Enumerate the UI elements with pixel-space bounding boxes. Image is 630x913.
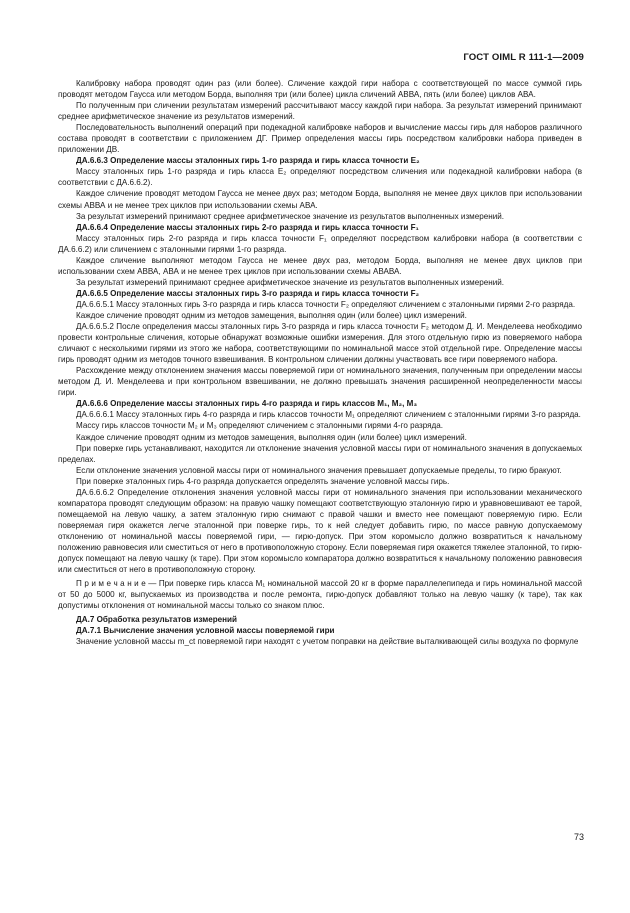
paragraph: ДА.6.6.5.1 Массу эталонных гирь 3-го разряда и гирь класса точности F₂ определяют сличением с эталонными гирями 2-го разряда. [76,299,576,309]
paragraph: Если отклонение значения условной массы гири от номинального значения превышает допускаемые пределы, то гирю бракуют. [76,465,562,475]
paragraph: ДА.6.6.6.1 Массу эталонных гирь 4-го разряда и гирь классов точности M₁ определяют сличением с эталонными гирями 3-го разряда. [76,410,581,420]
paragraph: ДА.6.6.5.2 После определения массы эталонных гирь 3-го разряда и гирь класса точности F₂ методом Д. И. Менделеева необходимо провести контрольные сличения, которые обнаружат возможные ошибки измерения. Для этого отдельную гирю из поверяемого набора сличают с несколькими гирями из этого же набора, соответствующими по номинальной массе этой отдельной гире. Определение массы гирь проводят одним из методов точного взвешивания. В контрольном сличении должны участвовать все гири поверяемого набора. [58,322,582,365]
paragraph: Массу эталонных гирь 2-го разряда и гирь класса точности F₁ определяют посредством калибровки набора (в соответствии с ДА.6.6.2) или сличением с эталонными гирями 1-го разряда. [58,233,582,254]
paragraph: Каждое сличение проводят одним из методов замещения, выполняя один (или более) цикл измерений. [76,310,467,320]
paragraph: При поверке эталонных гирь 4-го разряда допускается определять значение условной массы гирь. [76,476,450,486]
paragraph: Последовательность выполнений операций при подекадной калибровке наборов и вычисление массы гирь для наборов различного состава проводят в соответствии с приложением ДГ. Пример определения массы гирь посредством калибровки набора приведен в приложении ДВ. [58,123,582,155]
paragraph: Каждое сличение выполняют методом Гаусса не менее двух раз, методом Борда, выполняя не менее двух циклов при использовании схем АВВА, АВА и не менее трех циклов при использовании схемы АВАВА. [58,255,582,276]
paragraph: За результат измерений принимают среднее арифметическое значение из результатов выполненных измерений. [76,277,504,287]
paragraph: Значение условной массы m_ct поверяемой гири находят с учетом поправки на действие выталкивающей силы воздуха по формуле [76,637,579,647]
section-heading: ДА.6.6.3 Определение массы эталонных гирь 1-го разряда и гирь класса точности E₂ [76,156,420,166]
paragraph: Массу эталонных гирь 1-го разряда и гирь класса E₂ определяют посредством сличения или подекадной калибровки набора (в соответствии с ДА.6.6.2). [58,167,582,188]
paragraph: Калибровку набора проводят один раз (или более). Сличение каждой гири набора с соответствующей по массе суммой гирь проводят методом Гаусса или методом Борда, выполняя три (или более) цикла сличений АВВА, пять (или более) циклов АВА. [58,79,582,100]
section-heading: ДА.6.6.5 Определение массы эталонных гирь 3-го разряда и гирь класса точности F₂ [76,288,420,298]
paragraph: За результат измерений принимают среднее арифметическое значение из результатов выполненных измерений. [76,211,504,221]
section-heading: ДА.6.6.4 Определение массы эталонных гирь 2-го разряда и гирь класса точности F₁ [76,222,419,232]
document-body [58,78,582,647]
page-number: 73 [573,832,584,842]
section-heading: ДА.6.6.6 Определение массы эталонных гирь 4-го разряда и гирь классов M₁, M₂, M₃ [76,399,418,409]
paragraph: Каждое сличение проводят одним из методов замещения, выполняя один (или более) цикл измерений. [76,432,467,442]
section-heading: ДА.7 Обработка результатов измерений [76,615,237,625]
paragraph: Каждое сличение проводят методом Гаусса не менее двух раз; методом Борда, выполняя не менее двух циклов при использовании схемы АВВА и не менее трех циклов при использовании схемы АВА. [58,189,582,210]
paragraph: Массу гирь классов точности M₂ и M₃ определяют сличением с эталонными гирями 4-го разряда. [76,421,444,431]
paragraph: ДА.6.6.6.2 Определение отклонения значения условной массы гири от номинального значения при использовании механического компаратора проводят следующим образом: на правую чашку помещают соответствующую эталонную гирю и уравновешивают ее тарой, помещаемой на левую чашку, а затем эталонную гирю снимают с правой чашки и вместо нее помещают поверяемую гирю. Если поверяемая гиря окажется легче эталонной при поверке гирь, то к ней следует добавить гирю, по массе равную допускаемому отклонению от номинальной массы поверяемой гири, — гирю-допуск. При этом коромысло должно возвратиться к начальному положению равновесия или сместиться от него в противоположную сторону. Если поверяемая гиря окажется тяжелее эталонной, то гирю-допуск помещают на левую чашку (к таре). При этом коромысло компаратора должно возвратиться к начальному положению равновесия или сместиться от него в противоположную сторону. [58,487,582,575]
paragraph: По полученным при сличении результатам измерений рассчитывают массу каждой гири набора. За результат измерений принимают среднее арифметическое значение из результатов измерений. [58,101,582,122]
paragraph: П р и м е ч а н и е — При поверке гирь класса M₁ номинальной массой 20 кг в форме параллелепипеда и гирь номинальной массой от 50 до 5000 кг, выпускаемых из производства и после ремонта, гирю-допуск добавляют только на левую чашку (к таре), так как допустимы отклонения от номинальной массы только со знаком плюс. [58,579,582,611]
section-heading: ДА.7.1 Вычисление значения условной массы поверяемой гири [76,626,335,636]
paragraph: Расхождение между отклонением значения массы поверяемой гири от номинального значения, полученным при определении массы методом Д. И. Менделеева и при контрольном взвешивании, не должно превышать значения расширенной неопределенности массы гири. [58,366,582,398]
paragraph: При поверке гирь устанавливают, находится ли отклонение значения условной массы гири от номинального значения в допускаемых пределах. [58,443,582,464]
document-code-header: ГОСТ OIML R 111-1—2009 [463,52,584,63]
